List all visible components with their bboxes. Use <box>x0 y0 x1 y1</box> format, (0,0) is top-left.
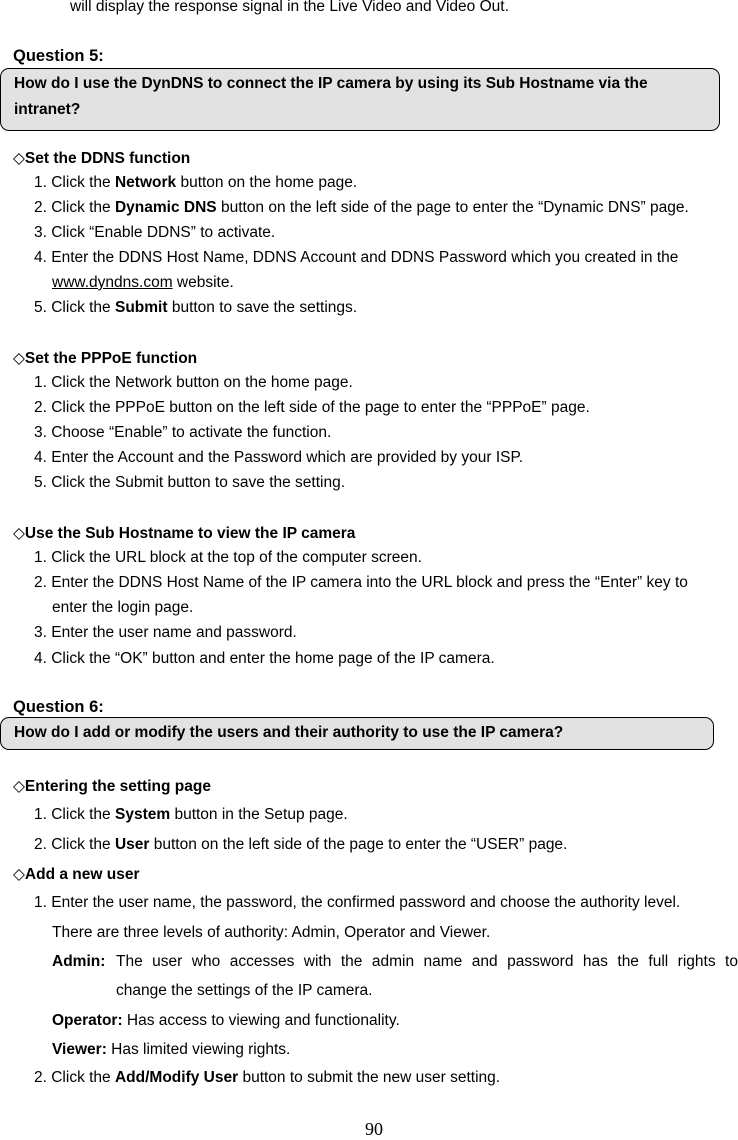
question-6-box <box>0 717 714 750</box>
pppoe-step-2: 2. Click the PPPoE button on the left side of the page to enter the “PPPoE” page. <box>34 399 590 416</box>
operator-description: Operator: Has access to viewing and functionality. <box>52 1012 400 1029</box>
hostname-step-1: 1. Click the URL block at the top of the computer screen. <box>34 549 422 566</box>
ddns-step-4: 4. Enter the DDNS Host Name, DDNS Account and DDNS Password which you created in the <box>34 249 679 266</box>
pppoe-step-4: 4. Enter the Account and the Password which are provided by your ISP. <box>34 449 524 466</box>
pppoe-step-1: 1. Click the Network button on the home page. <box>34 374 353 391</box>
question-6-label: Question 6: <box>13 698 104 716</box>
authority-levels-intro: There are three levels of authority: Admin, Operator and Viewer. <box>52 924 491 941</box>
hostname-step-2-cont: enter the login page. <box>52 599 194 616</box>
ddns-step-2: 2. Click the Dynamic DNS button on the left side of the page to enter the “Dynamic DNS” page. <box>34 199 689 216</box>
pppoe-step-3: 3. Choose “Enable” to activate the function. <box>34 424 332 441</box>
entering-step-1: 1. Click the System button in the Setup page. <box>34 806 348 823</box>
add-user-step-1: 1. Enter the user name, the password, the confirmed password and choose the authority level. <box>34 894 681 911</box>
diamond-icon: ◇ <box>13 778 25 795</box>
entering-step-2: 2. Click the User button on the left side of the page to enter the “USER” page. <box>34 836 568 853</box>
viewer-description: Viewer: Has limited viewing rights. <box>52 1041 291 1058</box>
diamond-icon: ◇ <box>13 150 25 167</box>
ddns-step-5: 5. Click the Submit button to save the settings. <box>34 299 358 316</box>
hostname-step-3: 3. Enter the user name and password. <box>34 624 297 641</box>
continued-line: will display the response signal in the Live Video and Video Out. <box>70 0 509 15</box>
question-5-label: Question 5: <box>13 47 104 65</box>
hostname-step-4: 4. Click the “OK” button and enter the home page of the IP camera. <box>34 650 495 667</box>
section-heading-pppoe: ◇Set the PPPoE function <box>13 350 198 367</box>
section-heading-add-user: ◇Add a new user <box>13 866 140 883</box>
admin-text-cont: change the settings of the IP camera. <box>116 982 373 999</box>
question-5-text: How do I use the DynDNS to connect the IP camera by using its Sub Hostname via the intranet? <box>14 75 648 118</box>
ddns-step-4-cont: www.dyndns.com website. <box>52 274 234 291</box>
add-user-step-2: 2. Click the Add/Modify User button to submit the new user setting. <box>34 1069 501 1086</box>
diamond-icon: ◇ <box>13 350 25 367</box>
question-5-box <box>0 68 720 131</box>
diamond-icon: ◇ <box>13 866 25 883</box>
diamond-icon: ◇ <box>13 525 25 542</box>
section-heading-ddns: ◇Set the DDNS function <box>13 150 191 167</box>
question-6-text: How do I add or modify the users and their authority to use the IP camera? <box>14 724 564 741</box>
admin-text: The user who accesses with the admin name and password has the full rights to <box>116 953 738 970</box>
admin-label: Admin: <box>52 953 106 970</box>
admin-description <box>52 953 738 971</box>
pppoe-step-5: 5. Click the Submit button to save the setting. <box>34 474 346 491</box>
hostname-step-2: 2. Enter the DDNS Host Name of the IP camera into the URL block and press the “Enter” key to <box>34 574 688 591</box>
dyndns-link[interactable]: www.dyndns.com <box>52 274 173 291</box>
page-number: 90 <box>365 1119 383 1139</box>
ddns-step-3: 3. Click “Enable DDNS” to activate. <box>34 224 276 241</box>
section-heading-sub-hostname: ◇Use the Sub Hostname to view the IP camera <box>13 525 356 542</box>
section-heading-entering: ◇Entering the setting page <box>13 778 211 795</box>
ddns-step-1: 1. Click the Network button on the home page. <box>34 174 358 191</box>
